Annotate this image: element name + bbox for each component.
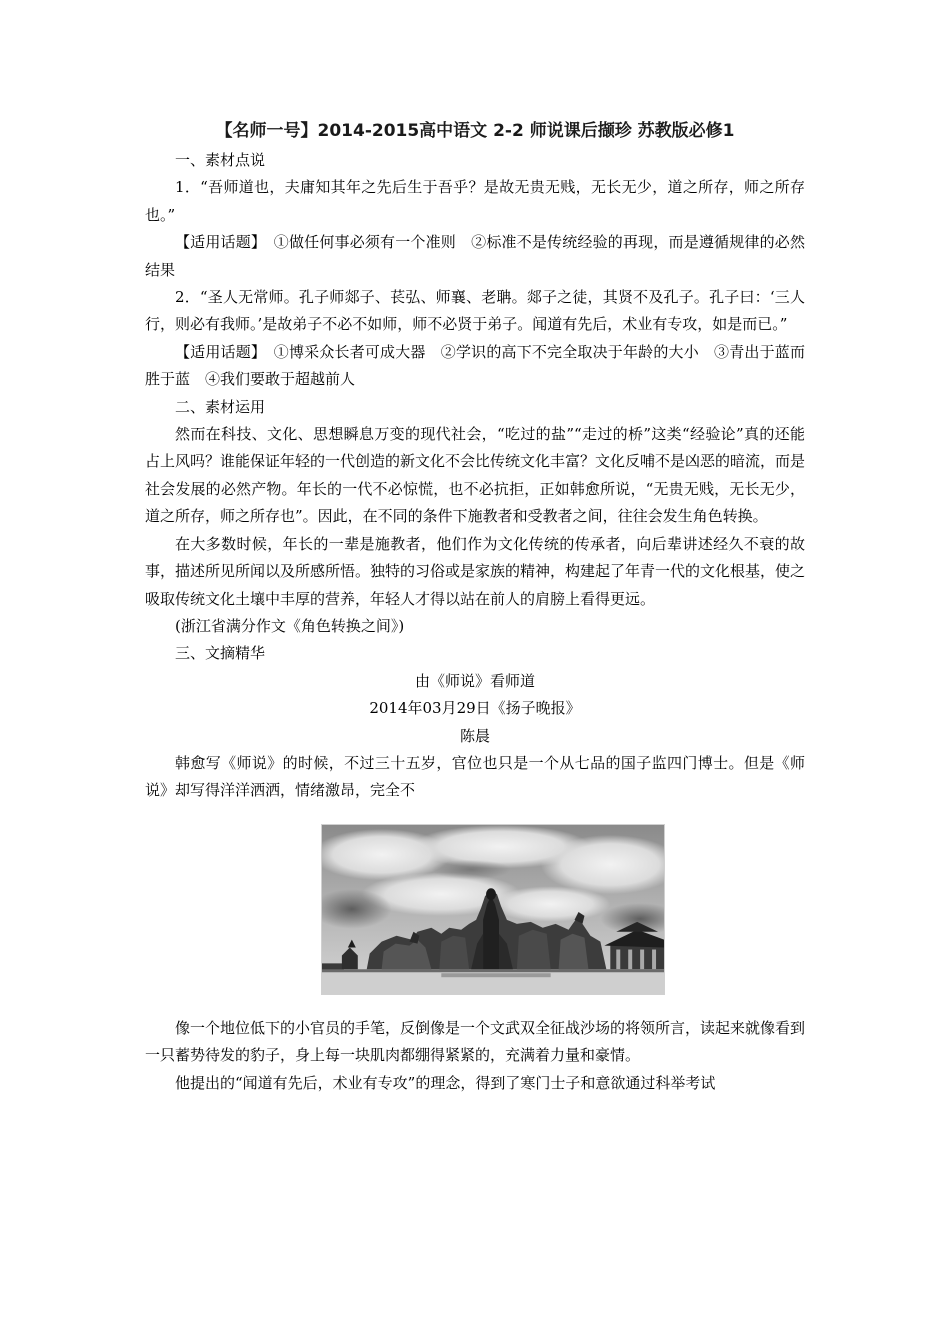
usage-source: (浙江省满分作文《角色转换之间》) xyxy=(175,616,405,635)
topic-label: 【适用话题】 xyxy=(175,342,259,361)
topic-text: ①博采众长者可成大器 ②学识的高下不完全取决于年龄的大小 ③青出于蓝而胜于蓝 ④我们要敢于超越前人 xyxy=(145,342,805,389)
topic-text: ①做任何事必须有一个准则 ②标准不是传统经验的再现，而是遵循规律的必然结果 xyxy=(145,233,805,279)
topic-2 xyxy=(145,339,805,394)
topic-label: 【适用话题】 xyxy=(175,233,259,252)
usage-paragraph-1: 然而在科技、文化、思想瞬息万变的现代社会，“吃过的盐”“走过的桥”这类“经验论”真的还能占上风吗？谁能保证年轻的一代创造的新文化不会比传统文化丰富？文化反哺不是凶恶的暗流，而是社会发展的必然产物。年长的一代不必惊慌，也不必抗拒，正如韩愈所说，“无贵无贱，无长无少，道之所存，师之所存也”。因此，在不同的条件下施教者和受教者之间，往往会发生角色转换。 xyxy=(145,425,806,526)
document-page xyxy=(145,116,805,1097)
section-heading-2: 二、素材运用 xyxy=(175,397,266,416)
article-paragraph-3: 他提出的“闻道有先后，术业有专攻”的理念，得到了寒门士子和意欲通过科举考试 xyxy=(175,1073,716,1092)
article-date: 2014年03月29日《扬子晚报》 xyxy=(369,699,581,718)
article-title: 由《师说》看师道 xyxy=(414,671,535,690)
document-title: 【名师一号】2014-2015高中语文 2-2 师说课后撷珍 苏教版必修1 xyxy=(215,121,735,141)
section-heading-3: 三、文摘精华 xyxy=(175,644,266,663)
monument-photo xyxy=(321,824,665,995)
topic-1 xyxy=(145,229,805,284)
article-author: 陈晨 xyxy=(459,726,490,745)
usage-paragraph-2: 在大多数时候，年长的一辈是施教者，他们作为文化传统的传承者，向后辈讲述经久不衰的故事，描述所见所闻以及所感所悟。独特的习俗或是家族的精神，构建起了年青一代的文化根基，使之吸取传统文化土壤中丰厚的营养，年轻人才得以站在前人的肩膀上看得更远。 xyxy=(145,534,806,608)
section-heading-1: 一、素材点说 xyxy=(175,151,266,169)
quote-1: 1．“吾师道也，夫庸知其年之先后生于吾乎？是故无贵无贱，无长无少，道之所存，师之所存也。” xyxy=(145,178,805,224)
quote-2: 2．“圣人无常师。孔子师郯子、苌弘、师襄、老聃。郯子之徒，其贤不及孔子。孔子曰：‘三人行，则必有我师。’是故弟子不必不如师，师不必贤于弟子。闻道有先后，术业有专攻，如是而已。” xyxy=(145,288,805,334)
article-paragraph-1: 韩愈写《师说》的时候，不过三十五岁，官位也只是一个从七品的国子监四门博士。但是《师说》却写得洋洋洒洒，情绪激昂，完全不 xyxy=(145,753,805,800)
article-paragraph-2: 像一个地位低下的小官员的手笔，反倒像是一个文武双全征战沙场的将领所言，读起来就像看到一只蓄势待发的豹子，身上每一块肌肉都绷得紧紧的，充满着力量和豪情。 xyxy=(145,1018,806,1065)
monument-photo-drawing xyxy=(322,825,664,994)
